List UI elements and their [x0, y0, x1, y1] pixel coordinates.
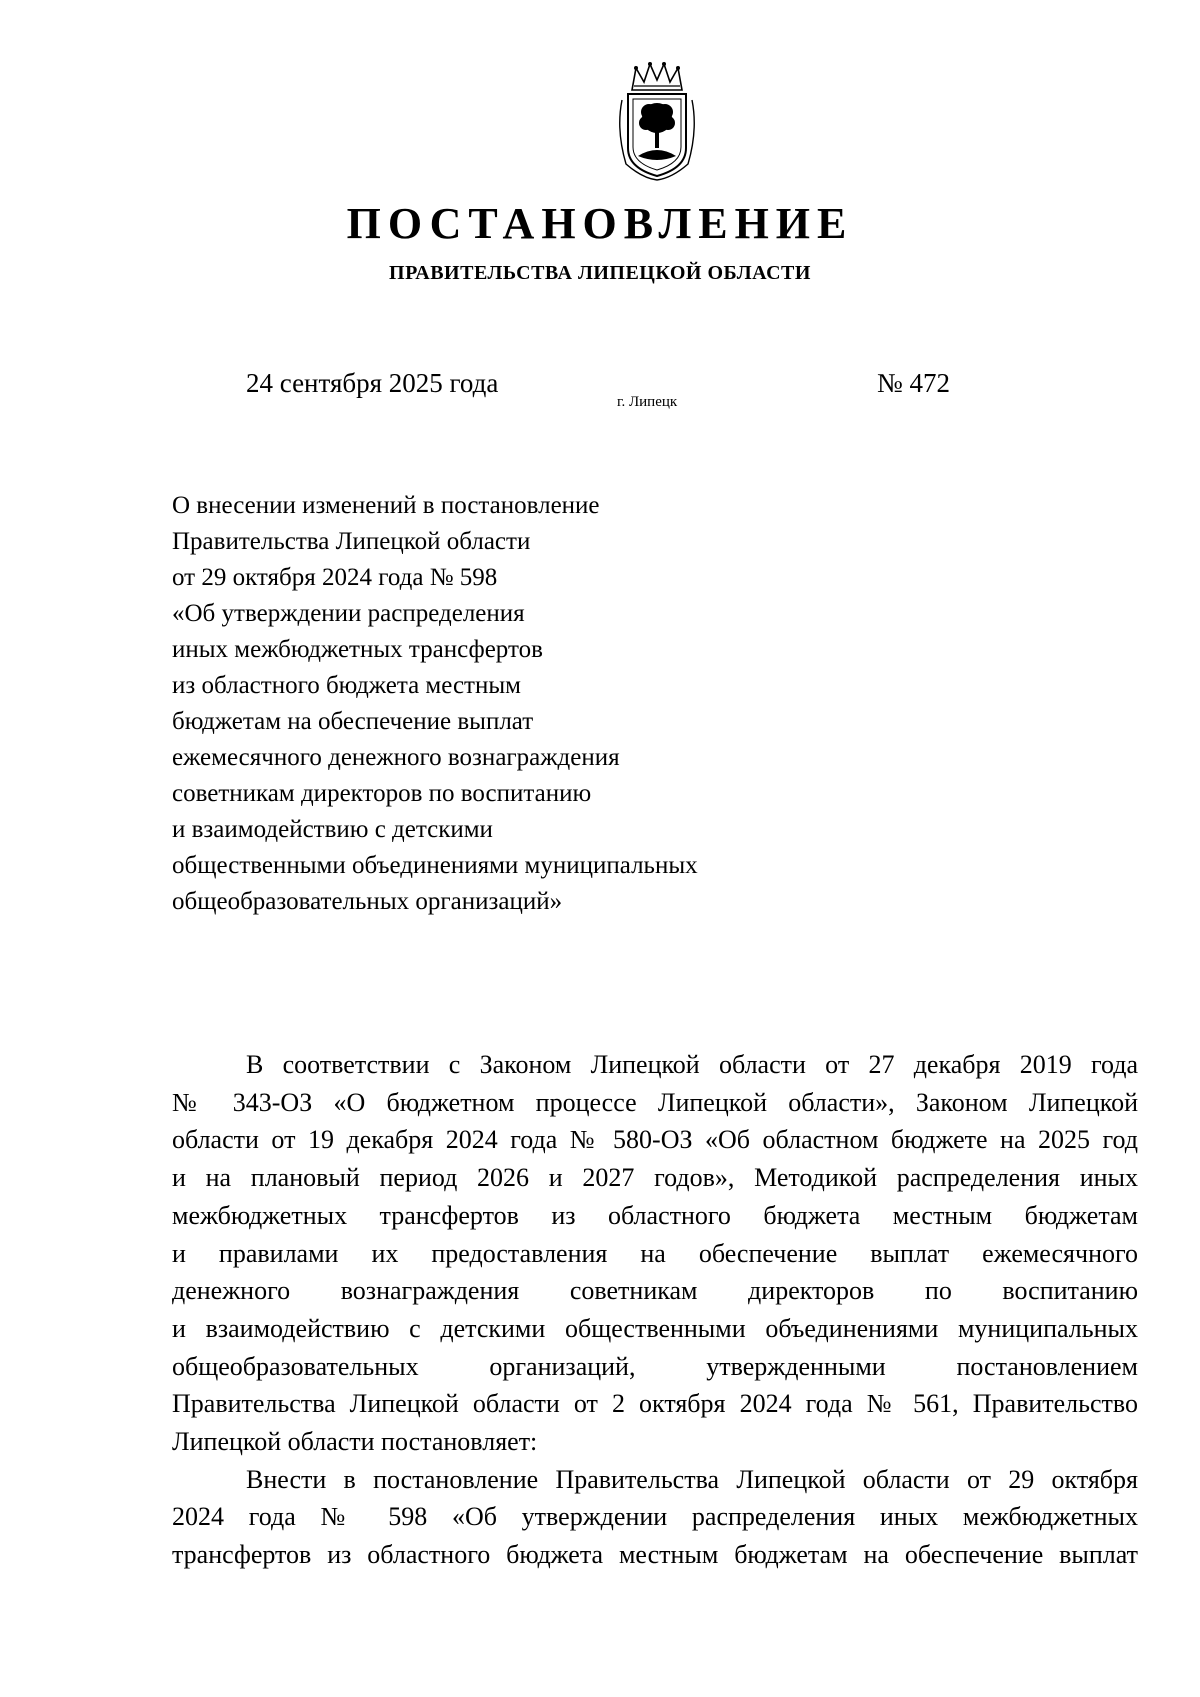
body-line: общеобразовательных организаций, утвержденными постановлением [172, 1351, 1138, 1381]
body-line: межбюджетных трансфертов из областного бюджета местным бюджетам [172, 1200, 1138, 1230]
body-line: и взаимодействию с детскими общественными объединениями муниципальных [172, 1313, 1138, 1343]
heading-line: из областного бюджета местным [172, 672, 521, 699]
body-line: денежного вознаграждения советникам директоров по воспитанию [172, 1276, 1138, 1306]
coat-of-arms-icon [612, 60, 702, 182]
heading-line: общественными объединениями муниципальных [172, 852, 698, 879]
heading-line: «Об утверждении распределения [172, 600, 525, 627]
body-line: В соответствии с Законом Липецкой области от 27 декабря 2019 года [246, 1050, 1138, 1079]
heading-line: бюджетам на обеспечение выплат [172, 708, 534, 735]
document-city: г. Липецк [617, 394, 678, 410]
heading-line: О внесении изменений в постановление [172, 492, 600, 519]
body-line: Внести в постановление Правительства Липецкой области от 29 октября [246, 1464, 1138, 1494]
heading-line: и взаимодействию с детскими [172, 816, 493, 843]
document-title: ПОСТАНОВЛЕНИЕ [346, 199, 854, 248]
body-line: Правительства Липецкой области от 2 октября 2024 года № 561, Правительство [172, 1389, 1138, 1419]
heading-line: общеобразовательных организаций» [172, 888, 563, 915]
heading-line: от 29 октября 2024 года № 598 [172, 564, 498, 591]
body-line: области от 19 декабря 2024 года № 580-ОЗ «Об областном бюджете на 2025 год [172, 1125, 1138, 1155]
body-line: и на плановый период 2026 и 2027 годов», Методикой распределения иных [172, 1163, 1138, 1193]
heading-line: Правительства Липецкой области [172, 528, 531, 555]
document-date: 24 сентября 2025 года [246, 368, 499, 398]
paragraph-resolution [172, 1461, 1138, 1574]
document-subtitle: ПРАВИТЕЛЬСТВА ЛИПЕЦКОЙ ОБЛАСТИ [389, 262, 811, 284]
paragraph-preamble [172, 1046, 1138, 1461]
body-line: № 343-ОЗ «О бюджетном процессе Липецкой области», Законом Липецкой [172, 1087, 1138, 1117]
document-number: № 472 [877, 368, 951, 398]
body-line: Липецкой области постановляет: [172, 1427, 538, 1457]
document-heading [172, 488, 698, 920]
body-line: трансфертов из областного бюджета местным бюджетам на обеспечение выплат [172, 1540, 1138, 1570]
heading-line: ежемесячного денежного вознаграждения [172, 744, 620, 771]
body-line: 2024 года № 598 «Об утверждении распределения иных межбюджетных [172, 1502, 1138, 1532]
body-line: и правилами их предоставления на обеспечение выплат ежемесячного [172, 1238, 1138, 1268]
document-body [172, 1046, 1138, 1574]
heading-line: иных межбюджетных трансфертов [172, 636, 543, 663]
heading-line: советникам директоров по воспитанию [172, 780, 592, 807]
